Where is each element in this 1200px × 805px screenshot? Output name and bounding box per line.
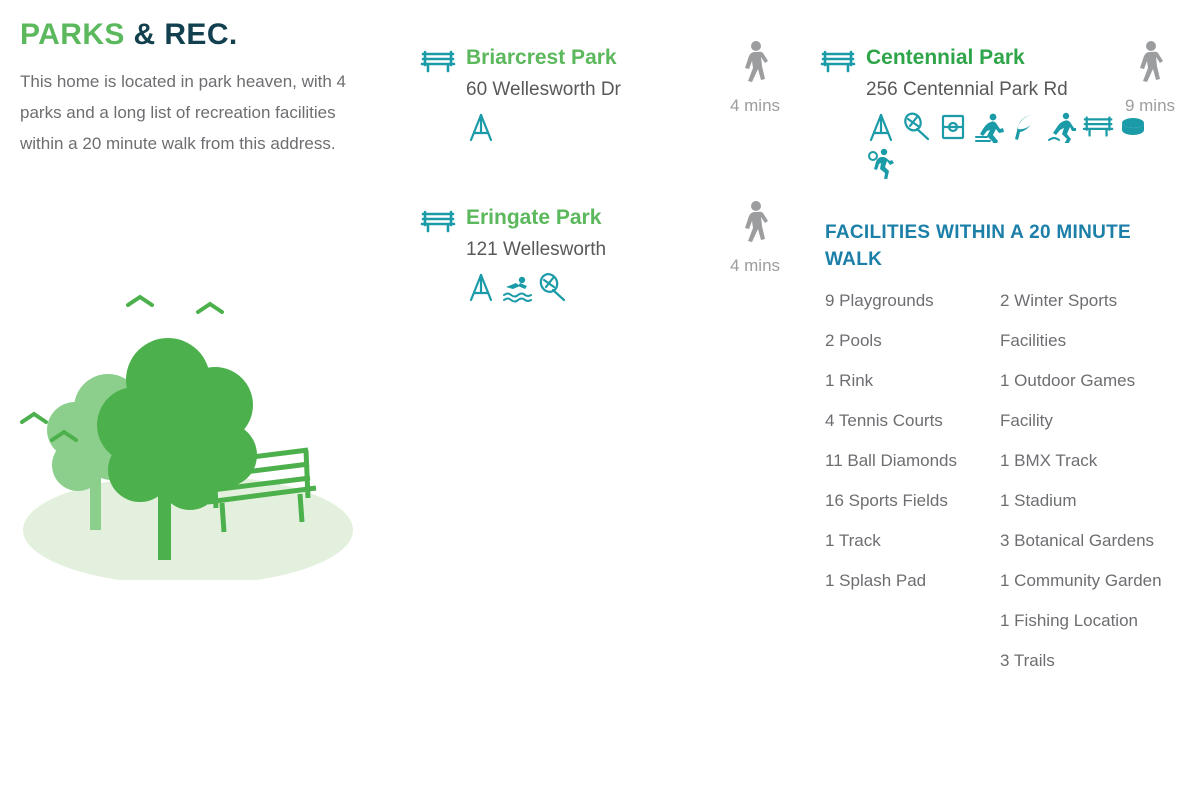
list-item: 9 Playgrounds [825,291,934,310]
parks-list [420,45,790,333]
bench-icon [420,47,456,73]
park-entry-centennial[interactable] [820,45,1200,179]
walking-person-icon [1137,40,1163,86]
park-amenities [866,107,1156,179]
list-item: 1 Stadium [1000,491,1077,510]
playground-icon [466,111,496,143]
list-item: 4 Tennis Courts [825,411,943,430]
sports-field-icon [938,111,968,143]
park-address: 256 Centennial Park Rd [866,79,1068,100]
list-item: 1 Community Garden [1000,571,1162,590]
tennis-icon [902,111,932,143]
park-address: 121 Wellesworth [466,239,607,260]
list-item: 16 Sports Fields [825,491,948,510]
list-item: 3 Trails [1000,651,1055,670]
park-amenities [466,107,726,143]
list-item: 11 Ball Diamonds [825,451,957,470]
bench-icon [420,207,456,233]
bench-icon [820,47,856,73]
list-item: 1 Splash Pad [825,571,927,590]
facilities-section [820,219,1200,681]
facilities-column-left [825,281,1000,681]
playground-icon [466,271,496,303]
list-item: 2 Pools [825,331,882,350]
park-entry-eringate[interactable] [420,205,790,303]
walk-time-briarcrest [715,40,795,116]
page-title-part2: & REC. [133,18,238,51]
park-name: Briarcrest Park [466,46,617,69]
facilities-column-right [1000,281,1175,681]
walking-person-icon [742,40,768,86]
tennis-icon [538,271,568,303]
facilities-title: FACILITIES WITHIN A 20 MINUTE WALK [825,222,1132,270]
list-item: 1 Outdoor Games Facility [1000,371,1136,430]
park-trees-and-bench-illustration [0,250,380,580]
park-name: Centennial Park [866,46,1025,69]
list-item: 2 Winter Sports Facilities [1000,291,1118,350]
facilities-lists [825,281,1200,681]
basketball-icon [866,147,896,179]
track-icon [974,111,1004,143]
park-amenities [466,267,726,303]
page-title [20,18,400,52]
pool-icon [502,271,532,303]
list-item: 1 Rink [825,371,874,390]
walk-time-label: 4 mins [729,96,781,115]
bench-icon [1082,111,1112,143]
garden-icon [1010,111,1040,143]
walk-time-label: 4 mins [729,256,781,275]
intro-paragraph: This home is located in park heaven, with 4 parks and a long list of recreation facilities within a 20 minute walk from this address. [20,72,347,153]
centennial-and-facilities-section [820,45,1200,681]
walk-time-centennial [1110,40,1190,116]
list-item: 3 Botanical Gardens [1000,531,1155,550]
playground-icon [866,111,896,143]
walking-person-icon [742,200,768,246]
list-item: 1 Fishing Location [1000,611,1138,630]
page-title-part1: PARKS [20,18,125,51]
park-entry-briarcrest[interactable] [420,45,790,143]
intro-section [20,18,400,159]
list-item: 1 Track [825,531,881,550]
walk-time-label: 9 mins [1124,96,1176,115]
park-name: Eringate Park [466,206,602,229]
park-address: 60 Wellesworth Dr [466,79,621,100]
list-item: 1 BMX Track [1000,451,1098,470]
walk-time-eringate [715,200,795,276]
winter-sports-icon [1046,111,1076,143]
